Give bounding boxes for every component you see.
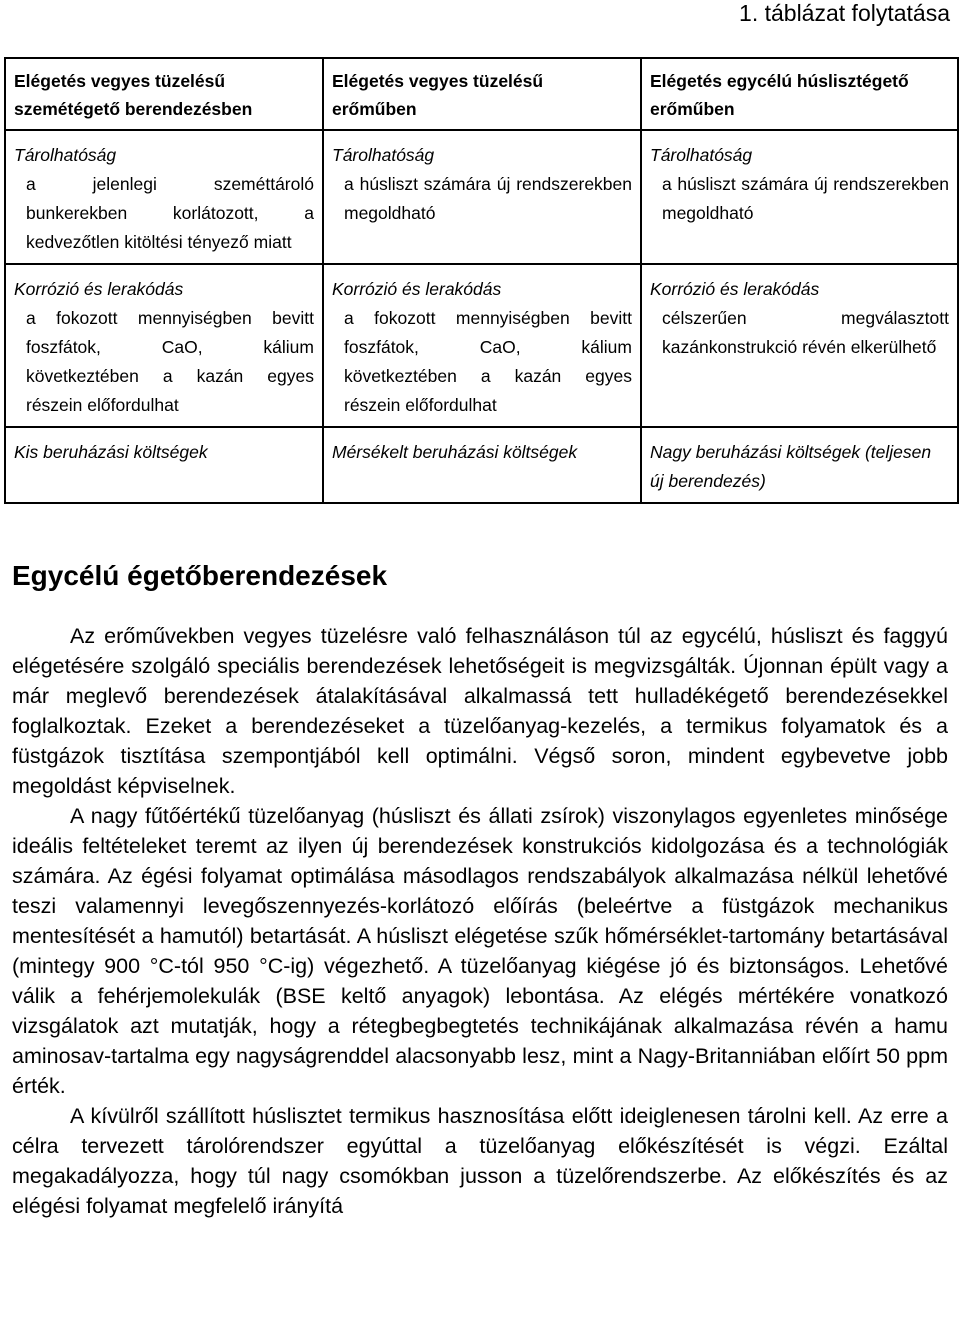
cost-cell-1 <box>5 427 323 503</box>
storage-cell-1 <box>5 130 323 264</box>
corrosion-label: Korrózió és lerakódás <box>14 279 184 299</box>
section-heading: Egycélú égetőberendezések <box>12 560 388 591</box>
column-header-waste-incinerator: Elégetés vegyes tüzelésű szemétégető berendezésben <box>5 58 323 130</box>
paragraph: A nagy fűtőértékű tüzelőanyag (húsliszt és állati zsírok) viszonylagos egyenletes minősége ideális feltételeket teremt az ilyen új berendezések konstrukciós kidolgozása és a technológiák számára. Az égési folyamat optimálása másodlagos rendszabályok alkalmazása nélkül lehetővé teszi valamennyi levegőszennyezés-korlátozó előírás (beleértve a füstgázok mechanikus mentesítését a hamutól) betartását. A húsliszt elégetése szűk hőmérséklet-tartomány betartásával (mintegy 900 °C-tól 950 °C-ig) végezhető. A tüzelőanyag kiégése jó és biztonságos. Lehetővé válik a fehérjemolekulák (BSE keltő anyagok) lebontása. Az elégés mértékére vonatkozó vizsgálatok azt mutatják, hogy a rétegbegbegtetés technikájának alkalmazása révén a hamu aminosav-tartalma egy nagyságrenddel alacsonyabb lesz, mint a Nagy-Britanniában előírt 50 ppm érték. <box>12 804 948 1098</box>
cost-text: Nagy beruházási költségek (teljesen új berendezés) <box>650 442 932 491</box>
table-caption: 1. táblázat folytatása <box>739 0 950 26</box>
corrosion-label: Korrózió és lerakódás <box>332 279 502 299</box>
cost-cell-3 <box>641 427 958 503</box>
storage-text: a húsliszt számára új rendszerekben megoldható <box>344 174 632 223</box>
column-header-mixed-power-plant: Elégetés vegyes tüzelésű erőműben <box>323 58 641 130</box>
storage-cell-3 <box>641 130 958 264</box>
comparison-table <box>4 57 959 504</box>
corrosion-text: a fokozott mennyiségben bevitt foszfátok, CaO, kálium következtében a kazán egyes részein előfordulhat <box>344 308 632 415</box>
column-header-dedicated-plant: Elégetés egycélú húslisztégető erőműben <box>641 58 958 130</box>
cost-cell-2 <box>323 427 641 503</box>
cost-text: Mérsékelt beruházási költségek <box>332 442 578 462</box>
corrosion-cell-1 <box>5 264 323 427</box>
storage-label: Tárolhatóság <box>650 145 753 165</box>
storage-label: Tárolhatóság <box>332 145 435 165</box>
storage-cell-2 <box>323 130 641 264</box>
table-header-row <box>5 58 958 130</box>
storage-text: a jelenlegi szeméttároló bunkerekben korlátozott, a kedvezőtlen kitöltési tényező miatt <box>26 174 314 252</box>
table-row-storage <box>5 130 958 264</box>
corrosion-cell-3 <box>641 264 958 427</box>
corrosion-text: a fokozott mennyiségben bevitt foszfátok, CaO, kálium következtében a kazán egyes részein előfordulhat <box>26 308 314 415</box>
corrosion-label: Korrózió és lerakódás <box>650 279 820 299</box>
table-row-costs <box>5 427 958 503</box>
corrosion-cell-2 <box>323 264 641 427</box>
storage-label: Tárolhatóság <box>14 145 117 165</box>
table-row-corrosion <box>5 264 958 427</box>
storage-text: a húsliszt számára új rendszerekben megoldható <box>662 174 949 223</box>
cost-text: Kis beruházási költségek <box>14 442 208 462</box>
corrosion-text: célszerűen megválasztott kazánkonstrukció révén elkerülhető <box>662 308 949 357</box>
paragraph: Az erőművekben vegyes tüzelésre való felhasználáson túl az egycélú, húsliszt és faggyú elégetésére szolgáló speciális berendezések lehetőségeit is megvizsgálták. Újonnan épült vagy a már meglevő berendezések átalakításával alkalmassá tett hulladékégető berendezésekkel foglalkoztak. Ezeket a berendezéseket a tüzelőanyag-kezelés, a termikus folyamatok és a füstgázok tisztítása szempontjából kell optimálni. Végső soron, mindent egybevetve jobb megoldást képviselnek. <box>12 624 948 798</box>
paragraph: A kívülről szállított húslisztet termikus hasznosítása előtt ideiglenesen tárolni kell. Az erre a célra tervezett tárolórendszer egyúttal a tüzelőanyag előkészítését is végzi. Ezáltal megakadályozza, hogy túl nagy csomókban jusson a tüzelőrendszerbe. Az előkészítés és az elégési folyamat megfelelő irányítá <box>12 1104 948 1218</box>
section-body <box>12 621 948 1221</box>
